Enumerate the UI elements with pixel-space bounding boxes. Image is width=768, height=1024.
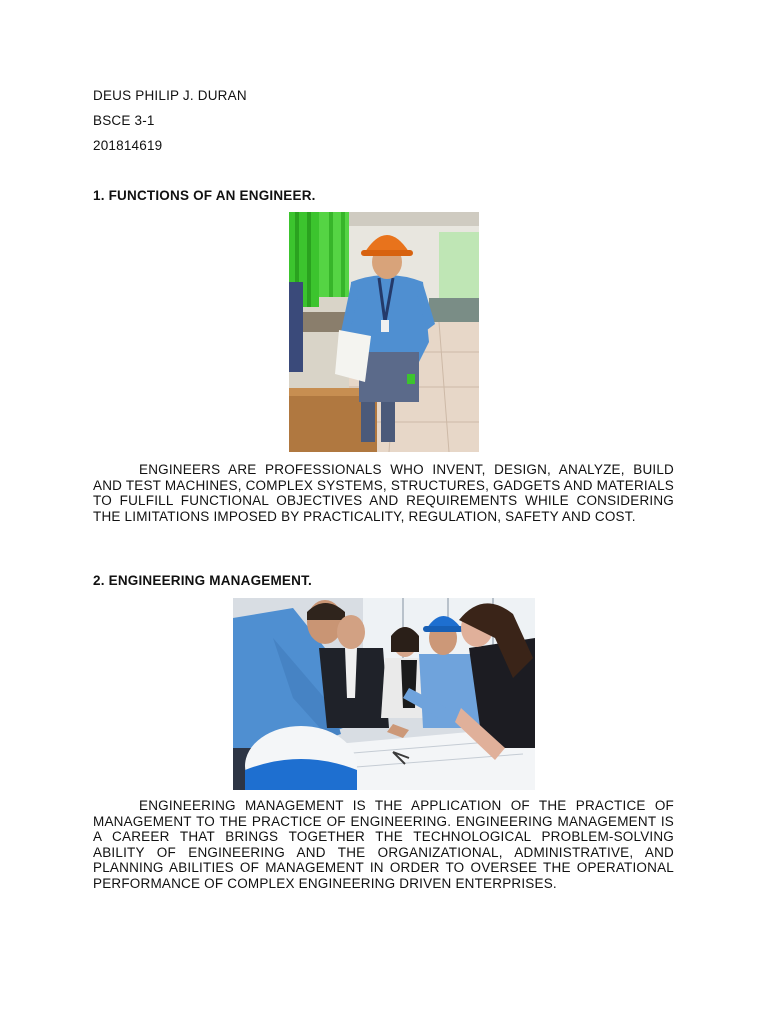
section-2-heading: 2. ENGINEERING MANAGEMENT. (93, 573, 312, 588)
engineer-in-hard-hat-photo (289, 212, 479, 452)
section-2-body: ENGINEERING MANAGEMENT IS THE APPLICATION OF THE PRACTICE OF MANAGEMENT TO THE PRACTICE OF ENGINEERING. ENGINEERING MANAGEMENT IS A CAREER THAT BRINGS TOGETHER THE TECHNOLOGICAL PROBLEM-SOLVING ABILITY OF ENGINEERING AND THE ORGANIZATIONAL, ADMINISTRATIVE, AND PLANNING ABILITIES OF MANAGEMENT IN ORDER TO OVERSEE THE OPERATIONAL PERFORMANCE OF COMPLEX ENGINEERING DRIVEN ENTERPRISES. (93, 798, 674, 891)
author-name: DEUS PHILIP J. DURAN (93, 88, 247, 103)
team-reviewing-blueprints-photo (233, 598, 535, 790)
student-id: 201814619 (93, 138, 163, 153)
section-1-heading: 1. FUNCTIONS OF AN ENGINEER. (93, 188, 316, 203)
course-section: BSCE 3-1 (93, 113, 155, 128)
section-1-body: ENGINEERS ARE PROFESSIONALS WHO INVENT, DESIGN, ANALYZE, BUILD AND TEST MACHINES, COMPLEX SYSTEMS, STRUCTURES, GADGETS AND MATERIALS TO FULFILL FUNCTIONAL OBJECTIVES AND REQUIREMENTS WHILE CONSIDERING THE LIMITATIONS IMPOSED BY PRACTICALITY, REGULATION, SAFETY AND COST. (93, 462, 674, 524)
